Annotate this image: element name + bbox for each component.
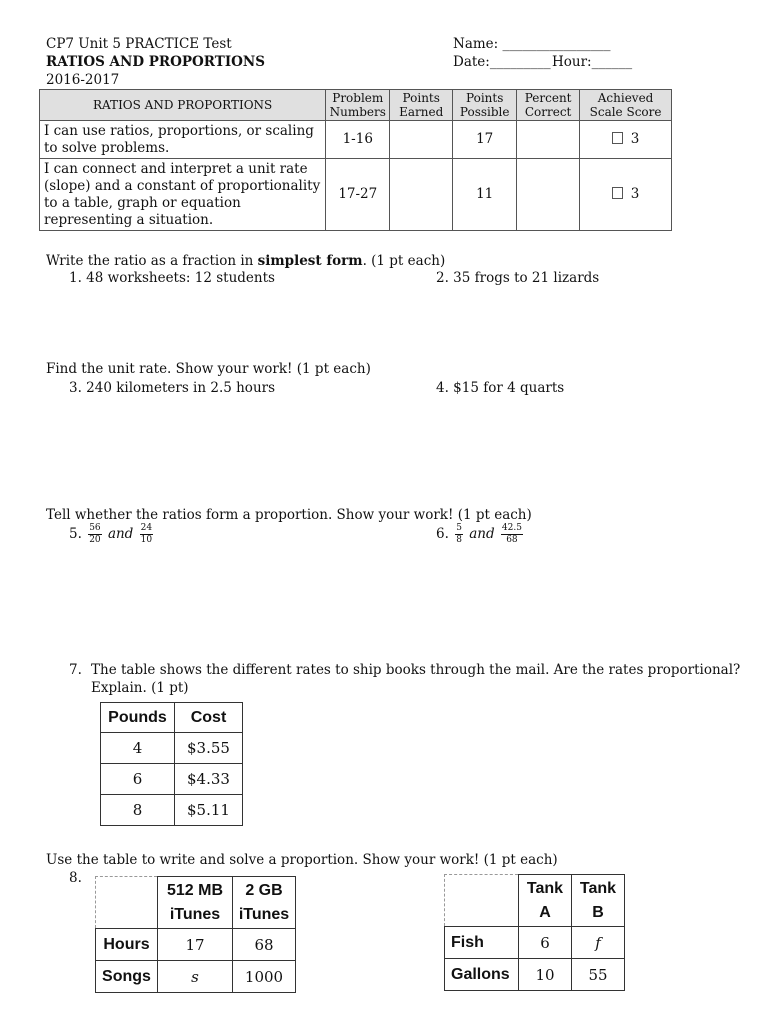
row-label-fish: Fish [445, 927, 519, 959]
scale-score-cell [580, 159, 672, 231]
table-row [40, 159, 672, 231]
denominator: 68 [506, 535, 518, 545]
variable-cell: s [158, 961, 233, 993]
table-row [101, 733, 243, 764]
question-5 [69, 523, 155, 546]
value-cell: 1000 [233, 961, 296, 993]
question-3: 3. 240 kilometers in 2.5 hours [69, 380, 276, 396]
and-word: and [107, 526, 134, 542]
header-points-possible: Points Possible [453, 90, 517, 121]
header-tank-b: Tank B [572, 875, 625, 927]
points-earned[interactable] [390, 159, 453, 231]
row-label-hours: Hours [96, 929, 158, 961]
numerator: 42.5 [501, 523, 522, 533]
instr-emphasis: simplest form [257, 253, 363, 269]
scale-score: 3 [630, 186, 640, 202]
header-percent-correct: Percent Correct [517, 90, 580, 121]
header-problem-numbers: Problem Numbers [326, 90, 390, 121]
instr-text: . (1 pt each) [362, 253, 446, 269]
name-field[interactable]: Name: ________________ [453, 36, 611, 52]
header-512mb-itunes: 512 MB iTunes [158, 877, 233, 929]
points-possible: 17 [453, 121, 517, 159]
denominator: 20 [89, 535, 101, 545]
question-7-text-cont: Explain. (1 pt) [91, 680, 189, 696]
points-possible: 11 [453, 159, 517, 231]
problem-numbers: 17-27 [326, 159, 390, 231]
value-cell: 17 [158, 929, 233, 961]
pounds-cell: 8 [101, 795, 175, 826]
header-cost: Cost [175, 703, 243, 733]
table-row [96, 961, 296, 993]
pounds-cell: 6 [101, 764, 175, 795]
learning-target: I can use ratios, proportions, or scaling to solve problems. [40, 121, 326, 159]
numerator: 24 [140, 523, 153, 533]
blank-cell [445, 875, 519, 927]
header-tank-a: Tank A [519, 875, 572, 927]
table-row [101, 764, 243, 795]
course-title: CP7 Unit 5 PRACTICE Test [46, 36, 232, 52]
header-points-earned: Points Earned [390, 90, 453, 121]
checkbox[interactable] [612, 132, 623, 144]
fraction [455, 523, 463, 546]
fraction [140, 523, 153, 546]
section5-instructions: Use the table to write and solve a proportion. Show your work! (1 pt each) [46, 852, 558, 868]
row-label-gallons: Gallons [445, 959, 519, 991]
table-row [96, 929, 296, 961]
numerator: 5 [456, 523, 462, 533]
table-row [445, 959, 625, 991]
cost-cell: $5.11 [175, 795, 243, 826]
checkbox[interactable] [612, 187, 623, 199]
itunes-table [95, 876, 296, 993]
value-cell: 68 [233, 929, 296, 961]
problem-numbers: 1-16 [326, 121, 390, 159]
section3-instructions: Tell whether the ratios form a proportion. Show your work! (1 pt each) [46, 507, 532, 523]
and-word: and [469, 526, 495, 542]
percent-correct[interactable] [517, 159, 580, 231]
scale-score-table [39, 89, 672, 231]
cost-cell: $4.33 [175, 764, 243, 795]
question-8-number: 8. [69, 870, 82, 886]
tank-table [444, 874, 625, 991]
question-1: 1. 48 worksheets: 12 students [69, 270, 275, 286]
question-7-text: The table shows the different rates to ship books through the mail. Are the rates proportional? [91, 662, 741, 678]
fraction [88, 523, 101, 546]
numerator: 56 [89, 523, 101, 533]
section2-instructions: Find the unit rate. Show your work! (1 pt each) [46, 361, 371, 377]
denominator: 8 [456, 535, 462, 545]
blank-cell [96, 877, 158, 929]
table-row [445, 927, 625, 959]
question-number: 6. [436, 526, 449, 542]
scale-score-cell [580, 121, 672, 159]
table-row [40, 121, 672, 159]
section1-instructions [46, 253, 445, 271]
header-pounds: Pounds [101, 703, 175, 733]
question-7-number: 7. [69, 662, 82, 678]
learning-target: I can connect and interpret a unit rate (slope) and a constant of proportionality to a table, graph or equation representing a situation. [40, 159, 326, 231]
test-title: RATIOS AND PROPORTIONS [46, 54, 265, 70]
question-6 [436, 523, 525, 546]
question-number: 5. [69, 526, 82, 542]
points-earned[interactable] [390, 121, 453, 159]
value-cell: 10 [519, 959, 572, 991]
header-2gb-itunes: 2 GB iTunes [233, 877, 296, 929]
cost-cell: $3.55 [175, 733, 243, 764]
header-learning-target: RATIOS AND PROPORTIONS [40, 90, 326, 121]
question-2: 2. 35 frogs to 21 lizards [436, 270, 600, 286]
school-year: 2016-2017 [46, 72, 120, 88]
fraction [501, 523, 523, 546]
value-cell: 6 [519, 927, 572, 959]
scale-score: 3 [630, 131, 640, 147]
header-scale-score: Achieved Scale Score [580, 90, 672, 121]
percent-correct[interactable] [517, 121, 580, 159]
value-cell: 55 [572, 959, 625, 991]
hour-field[interactable]: Hour:______ [552, 54, 633, 70]
denominator: 10 [140, 535, 153, 545]
shipping-table [100, 702, 243, 826]
variable-cell: f [572, 927, 625, 959]
question-4: 4. $15 for 4 quarts [436, 380, 565, 396]
instr-text: Write the ratio as a fraction in [46, 253, 258, 269]
row-label-songs: Songs [96, 961, 158, 993]
pounds-cell: 4 [101, 733, 175, 764]
table-row [101, 795, 243, 826]
date-field[interactable]: Date:_________ [453, 54, 551, 70]
